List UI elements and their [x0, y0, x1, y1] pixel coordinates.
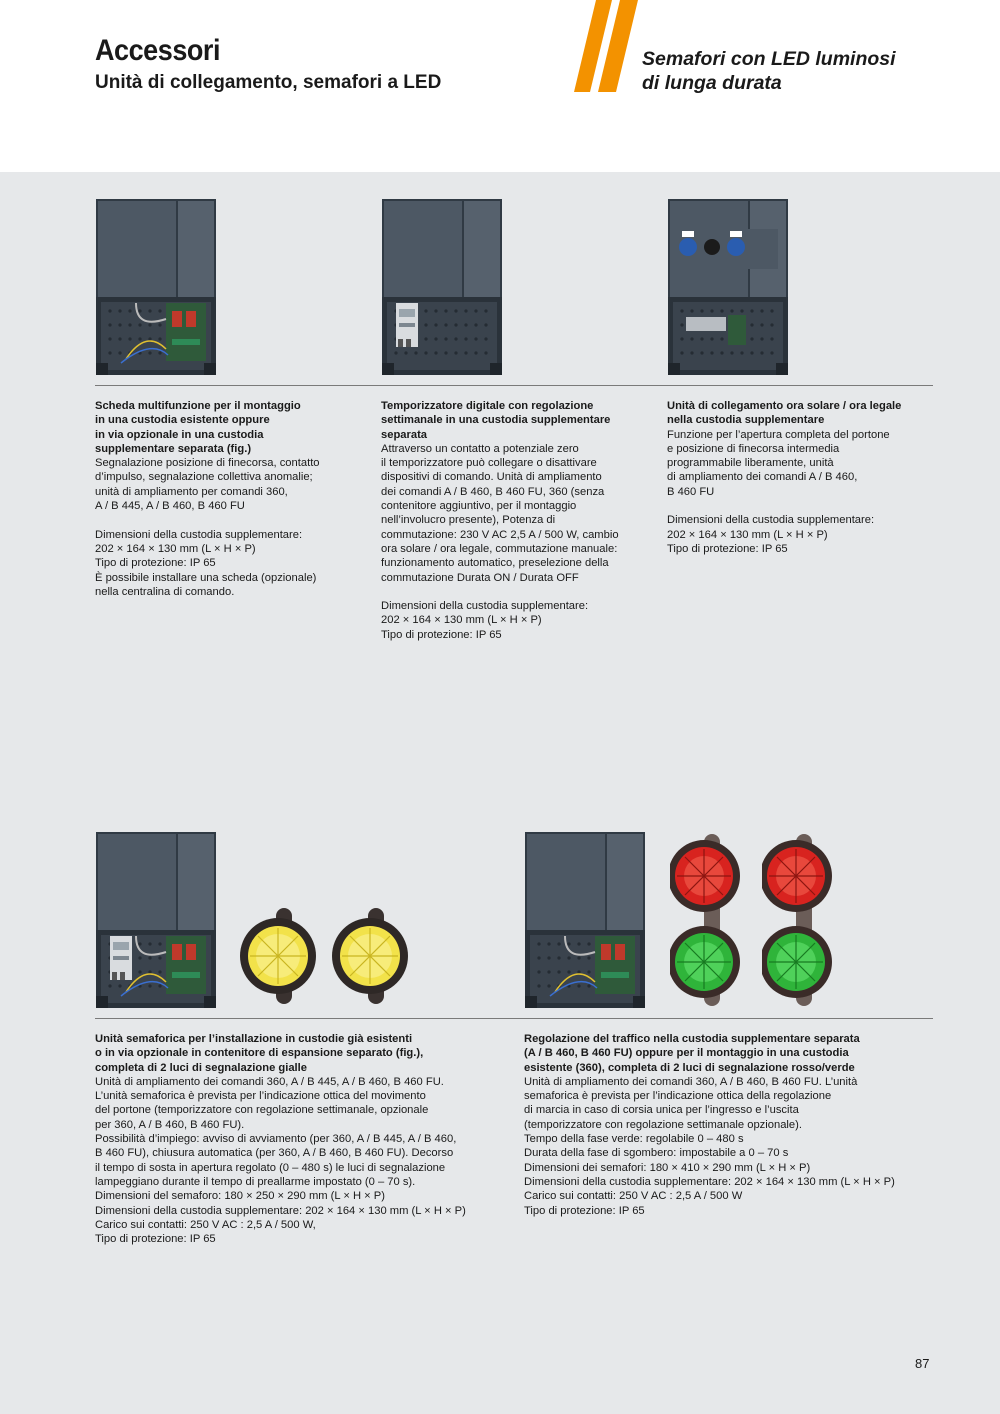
page-title: Accessori [95, 34, 221, 67]
product-3-text: Unità di collegamento ora solare / ora legale nella custodia supplementare Funzione per l’apertura completa del portone e posizione di finecorsa intermedia programmabile liberamente, unità di ampliamento dei comandi A / B 460, B 460 FU Dimensioni della custodia supplementare: 202 × 164 × 130 mm (L × H × P) Tipo di protezione: IP 65 [667, 400, 902, 555]
divider-top [95, 385, 933, 386]
product-4-text: Unità semaforica per l’installazione in custodie già esistenti o in via opzionale in contenitore di espansione separato (fig.), completa di 2 luci di segnalazione gialle Unità di ampliamento dei comandi 360, A / B 445, A / B 460, B 460 FU. L’unità semaforica è prevista per l’indicazione ottica del movimento del portone (temporizzatore con regolazione settimanale, opzionale per 360, A / B 460, B 460 FU). Possibilità d’impiego: avviso di avviamento (per 360, A / B 445, A / B 460, B 460 FU), chiusura automatica (per 360, A / B 460, B 460 FU). Decorso il tempo di sosta in apertura regolato (0 – 480 s) le luci di segnalazione lampeggiano durante il tempo di preallarme impostato (0 – 70 s). Dimensioni del semaforo: 180 × 250 × 290 mm (L × H × P) Dimensioni della custodia supplementare: 202 × 164 × 130 mm (L × H × P) Carico sui contatti: 250 V AC : 2,5 A / 500 W, Tipo di protezione: IP 65 [95, 1033, 466, 1246]
page-header [0, 0, 1000, 172]
red-green-light-2-image [762, 834, 838, 1008]
divider-bottom [95, 1018, 933, 1019]
page-number: 87 [915, 1356, 930, 1371]
product-5-text: Regolazione del traffico nella custodia supplementare separata (A / B 460, B 460 FU) oppure per il montaggio in una custodia esistente (360), completa di 2 luci di segnalazione rosso/verde Unità di ampliamento dei comandi 360, A / B 460, B 460 FU. L’unità semaforica è prevista per l’indicazione ottica della regolazione di marcia in caso di corsia unica per l’ingresso e l’uscita (temporizzatore con regolazione settimanale opzionale). Tempo della fase verde: regolabile 0 – 480 s Durata della fase di sgombero: impostabile a 0 – 70 s Dimensioni dei semafori: 180 × 410 × 290 mm (L × H × P) Dimensioni della custodia supplementare: 202 × 164 × 130 mm (L × H × P) Carico sui contatti: 250 V AC : 2,5 A / 500 W Tipo di protezione: IP 65 [524, 1033, 895, 1217]
page-subtitle: Unità di collegamento, semafori a LED [95, 72, 442, 93]
product-2-text: Temporizzatore digitale con regolazione settimanale in una custodia supplementare separata Attraverso un contatto a potenziale zero il temporizzatore può collegare o disattivare dispositivi di comando. Unità di ampliamento dei comandi A / B 460, B 460 FU, 360 (senza contenitore aggiuntivo, per il montaggio nell’involucro presente), Potenza di commutazione: 230 V AC 2,5 A / 500 W, cambio ora solare / ora legale, commutazione manuale: funzionamento automatico, preselezione della commutazione Durata ON / Durata OFF Dimensioni della custodia supplementare: 202 × 164 × 130 mm (L × H × P) Tipo di protezione: IP 65 [381, 400, 619, 641]
daylight-saving-unit-image [667, 199, 789, 375]
tagline: Semafori con LED luminosi di lunga durata [642, 48, 896, 94]
orange-stripes-logo [574, 0, 644, 92]
digital-timer-image [381, 199, 503, 375]
yellow-signal-light-1-image [238, 906, 326, 1006]
traffic-control-enclosure-image [524, 832, 646, 1008]
yellow-signal-light-2-image [330, 906, 418, 1006]
red-green-light-1-image [670, 834, 746, 1008]
multifunction-board-image [95, 199, 217, 375]
product-1-text: Scheda multifunzione per il montaggio in una custodia esistente oppure in via opzionale in una custodia supplementare separata (fig.) Segnalazione posizione di finecorsa, contatto d’impulso, segnalazione collettiva anomalie; unità di ampliamento per comandi 360, A / B 445, A / B 460, B 460 FU Dimensioni della custodia supplementare: 202 × 164 × 130 mm (L × H × P) Tipo di protezione: IP 65 È possibile installare una scheda (opzionale) nella centralina di comando. [95, 400, 320, 598]
signal-unit-enclosure-image [95, 832, 217, 1008]
